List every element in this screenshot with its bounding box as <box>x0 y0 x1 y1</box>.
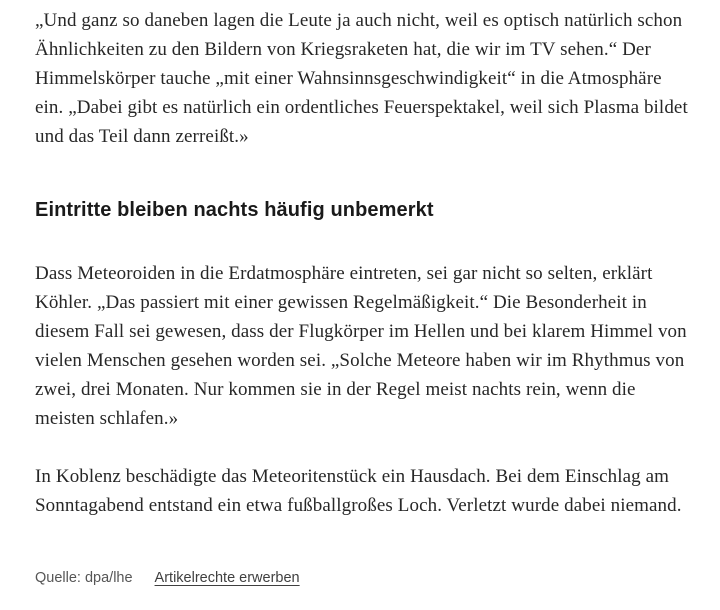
source-credit: Quelle: dpa/lhe <box>35 570 133 586</box>
article-paragraph-3: In Koblenz beschädigte das Meteoritenstück ein Hausdach. Bei dem Einschlag am Sonntagabend entstand ein etwa fußballgroßes Loch. Verletzt wurde dabei niemand. <box>35 466 682 516</box>
article-paragraph-1: „Und ganz so daneben lagen die Leute ja auch nicht, weil es optisch natürlich schon Ähnlichkeiten zu den Bildern von Kriegsraketen hat, die wir im TV sehen.“ Der Himmelskörper tauche „mit einer Wahnsinnsgeschwindigkeit“ in die Atmosphäre ein. „Dabei gibt es natürlich ein ordentliches Feuerspektakel, weil sich Plasma bildet und das Teil dann zerreißt.» <box>35 10 688 147</box>
article-subheading: Eintritte bleiben nachts häufig unbemerkt <box>35 199 434 221</box>
article-footer <box>0 568 720 588</box>
article-paragraph-2: Dass Meteoroiden in die Erdatmosphäre eintreten, sei gar nicht so selten, erklärt Köhler. „Das passiert mit einer gewissen Regelmäßigkeit.“ Die Besonderheit in diesem Fall sei gewesen, dass der Flugkörper im Hellen und bei klarem Himmel von vielen Menschen gesehen worden sei. „Solche Meteore haben wir im Rhythmus von zwei, drei Monaten. Nur kommen sie in der Regel meist nachts rein, wenn die meisten schlafen.» <box>35 263 687 429</box>
article-rights-link[interactable]: Artikelrechte erwerben <box>154 570 300 586</box>
